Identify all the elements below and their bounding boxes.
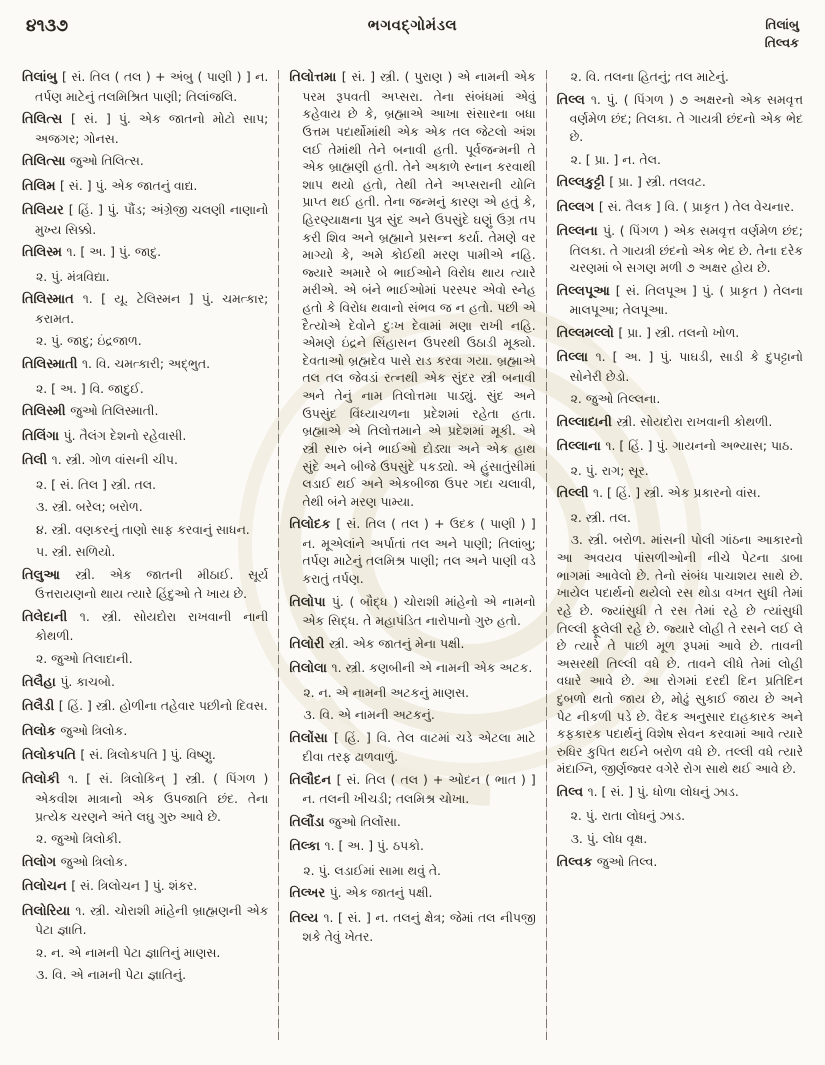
entry-headword: તિલોરિયા <box>22 903 76 919</box>
entry-headword: તિલ્લપૂઆ <box>556 283 616 299</box>
entry-headword: તિલ્લાના <box>556 439 606 455</box>
entry-headword: તિલિંગા <box>22 428 64 444</box>
entry-headword: તિલોચન <box>22 879 72 895</box>
dictionary-sense: ૨. પું. જાદુ; ઇંદ્રજાળ. <box>36 333 142 349</box>
dictionary-entry: તિલુઆ સ્ત્રી. એક જાતની મીઠાઈ. સૂર્ય ઉત્તરાયણનો થાય ત્યારે હિંદુઓ તે ખાય છે. <box>22 566 269 602</box>
entry-headword: તિલોરી <box>289 636 329 652</box>
dictionary-entry: તિલેદાની ૧. સ્ત્રી. સોયદોરા રાખવાની નાની કોથળી. <box>22 609 269 644</box>
column-3 <box>557 68 803 1058</box>
dictionary-entry: તિલિસ્મી જુઓ તિલિસ્માતી. <box>22 403 159 420</box>
dictionary-entry: તિલિંગા પું. તૈલંગ દેશનો રહેવાસી. <box>22 427 187 444</box>
page-header <box>0 0 825 52</box>
entry-headword: તિલેદાની <box>22 610 80 625</box>
dictionary-entry: તિલૌદન [ સં. તિલ ( તલ ) + ઓદન ( ભાત ) ] ન. તલની ખીચડી; તલમિશ્ર ચોખા. <box>289 771 536 807</box>
dictionary-sense: ૩. વિ. એ નામની અટકનું. <box>303 707 435 723</box>
dictionary-sense: ૨. [ સં. તિલ ] સ્ત્રી. તલ. <box>36 476 157 492</box>
dictionary-sense: ૨. [ પ્રા. ] ન. તેલ. <box>570 151 661 167</box>
entry-headword: તિલ્ખર <box>289 886 330 902</box>
entry-headword: તિલ્લગ <box>556 199 599 215</box>
dictionary-entry: તિલોત્તમા [ સં. ] સ્ત્રી. ( પુરાણ ) એ નામની એક પરમ રૂપવતી અપ્સરા. તેના સંબંધમાં એવું કહેવાય છે કે, બ્રહ્માએ આખા સંસારના બધા ઉત્તમ પદાર્થોમાંથી એક એક તલ જેટલો અંશ લઈ તેમાંથી તેને બનાવી હતી. પૂર્વજન્મની તે એક બ્રાહ્મણી હતી. તેને અકાળે સ્નાન કરવાથી શાપ થયો હતો, તેથી તેને અપ્સરાની યોનિ પ્રાપ્ત થઈ હતી. તેના જન્મનું કારણ એ હતું કે, હિરણ્યાક્ષના પુત્ર સુંદ અને ઉપસુંદે ઘણું ઉગ્ર તપ કરી શિવ અને બ્રહ્માને પ્રસન્ન કર્યા. તેમણે વર માગ્યો કે, અમે કોઈથી મરણ પામીએ નહિ. જ્યારે અમારે બે ભાઈઓને વિરોધ થાય ત્યારે મરીએ. એ બંને ભાઈઓમાં પરસ્પર એવો સ્નેહ હતો કે વિરોધ થવાનો સંભવ જ ન હતો. પછી એ દૈત્યોએ દેવોને દુઃખ દેવામાં મણા રાખી નહિ. એમણે ઇંદ્રને સિંહાસન ઉપરથી ઉઠાડી મૂક્યો. દેવતાઓ બ્રહ્મદેવ પાસે રાડ કરવા ગયા. બ્રહ્માએ તલ તલ જેવડાં રત્નથી એક સુંદર સ્ત્રી બનાવી અને તેનું નામ તિલોત્તમા પાડ્યું. સુંદ અને ઉપસુંદ વિંધ્યાચળના પ્રદેશમાં રહેતા હતા. બ્રહ્માએ એ તિલોત્તમાને એ પ્રદેશમાં મૂકી. એ સ્ત્રી સારુ બંને ભાઈઓ દોડ્યા અને એક હાથ સુંદે અને બીજે ઉપસુંદે પકડ્યો. એ હુંસાતુંસીમાં લડાઈ થઈ અને એકબીજા ઉપર ગદા ચલાવી, તેથી બંને મરણ પામ્યા. <box>289 69 536 509</box>
dictionary-entry: તિલ્વક જુઓ તિલ્વ. <box>556 853 658 870</box>
dictionary-sense: ૨. ન. એ નામની પેટા જ્ઞાતિનું માણસ. <box>36 944 221 960</box>
entry-headword: તિલ્લમલ્લો <box>556 325 619 341</box>
entry-headword: તિલિમ <box>22 178 61 194</box>
dictionary-sense: ૩. સ્ત્રી. બરોળ. માંસની પોલી ગાંઠના આકારનો આ અવયવ પાંસળીઓની નીચે પેટના ડાબા ભાગમાં આવેલો છે. તેનો સંબંધ પાચાશય સાથે છે. ખાયેલ પદાર્થનો થયેલો રસ થોડા વખત સુધી તેમાં રહે છે. જ્યાંસુધી તે રસ તેમાં રહે છે ત્યાંસુધી તિલ્લી ફૂલેલી રહે છે. જ્યારે લોહી તે રસને લઈ લે છે ત્યારે તે પાછી મૂળ રૂપમાં આવે છે. તાવની અસરથી તિલ્લી વધે છે. તાવને લીધે તેમાં લોહી વધારે આવે છે. આ રોગમાં દરદી દિન પ્રતિદિન દુબળો થતો જાય છે, મોઢું સુકાઈ જાય છે અને પેટ નીકળી પડે છે. વૈદક અનુસાર દાહકારક અને કફકારક પદાર્થનું વિશેષ સેવન કરવામાં આવે ત્યારે રુધિર કુપિત થઈને બરોળ વધે છે. તલ્લી વધે ત્યારે મંદાગ્નિ, જીર્ણજ્વર વગેરે રોગ સાથે થઈ આવે છે. <box>556 532 803 777</box>
dictionary-entry: તિલોક જુઓ ત્રિલોક. <box>22 722 128 739</box>
dictionary-entry: તિલિસ્માત ૧. [ યૂ. ટેલિસ્મન ] પું. ચમત્કાર; કરામત. <box>22 291 269 326</box>
dictionary-sense: ૨. વિ. તલના હિતનું; તલ માટેનું. <box>570 69 729 85</box>
dictionary-entry: તિલ્લી ૧. [ હિં. ] સ્ત્રી. એક પ્રકારનો વાંસ. <box>556 485 761 502</box>
dictionary-entry: તિલી ૧. સ્ત્રી. ગોળ વાંસની ચીપ. <box>22 452 178 469</box>
dictionary-entry: તિલોંસા [ હિં. ] વિ. તેલ વાટમાં ચડે એટલા માટે દીવા તરફ ઢાળવાળું. <box>289 729 536 765</box>
guide-word-last: તિલ્વક <box>764 35 799 51</box>
dictionary-sense: ૨. ન. એ નામની અટકનું માણસ. <box>303 684 470 700</box>
entry-headword: તિલિસ્માત <box>22 292 83 308</box>
entry-headword: તિલાંબુ <box>22 70 63 86</box>
dictionary-entry: તિલૈડી [ હિં. ] સ્ત્રી. હોળીના તહેવાર પછીનો દિવસ. <box>22 698 268 715</box>
dictionary-entry: તિલિસ્મ ૧. [ અ. ] પું. જાદુ. <box>22 244 162 261</box>
dictionary-sense: ૨. સ્ત્રી. તલ. <box>570 509 631 525</box>
entry-headword: તિલૈડી <box>22 699 59 715</box>
entry-headword: તિલોંસા <box>289 730 335 746</box>
entry-headword: તિલિસ્મી <box>22 404 71 420</box>
page-number: ૪૧૩૭ <box>26 16 69 36</box>
dictionary-entry: તિલિત્સા જુઓ તિલિત્સ. <box>22 153 144 170</box>
entry-headword: તિલ્ય <box>289 910 324 926</box>
entry-headword: તિલ્વ <box>556 785 588 801</box>
entry-headword: તિલિત્સ <box>22 112 71 128</box>
dictionary-sense: ૨. પું. રાતા લોધનું ઝાડ. <box>570 808 686 824</box>
dictionary-entry: તિલ્લમલ્લો [ પ્રા. ] સ્ત્રી. તલનો ખોળ. <box>556 324 740 341</box>
entry-headword: તિલૈહા <box>22 674 61 690</box>
dictionary-entry: તિલ્લા ૧. [ અ. ] પું. પાઘડી, સાડી કે દુપટ્ટાનો સોનેરી છેડો. <box>556 349 803 384</box>
dictionary-entry: તિલોરી સ્ત્રી. એક જાતનું મેના પક્ષી. <box>289 635 465 652</box>
entry-headword: તિલુઆ <box>22 567 76 583</box>
dictionary-entry: તિલોરિયા ૧. સ્ત્રી. ચોરાશી માંહેની બ્રાહ્મણની એક પેટા જ્ઞાતિ. <box>22 902 269 938</box>
dictionary-entry: તિલ્લપૂઆ [ સં. તિલપૂઅ ] પું. ( પ્રાકૃત ) તેલના માલપૂઆ; તેલપૂઆ. <box>556 282 803 318</box>
dictionary-sense: ૨. જુઓ ત્રિલોકી. <box>36 831 122 847</box>
dictionary-entry: તિલોલા ૧. સ્ત્રી. કણબીની એ નામની એક અટક. <box>289 660 533 677</box>
entry-headword: તિલ્લ <box>556 92 591 108</box>
dictionary-entry: તિલ્ય ૧. [ સં. ] ન. તલનું ક્ષેત્ર; જેમાં તલ નીપજી શકે તેવું ખેતર. <box>289 909 536 945</box>
dictionary-entry: તિલાંબુ [ સં. તિલ ( તલ ) + અંબુ ( પાણી ) ] ન. તર્પણ માટેનું તલમિશ્રિત પાણી; તિલાંજલિ. <box>22 69 269 104</box>
dictionary-sense: ૫. સ્ત્રી. સળિયો. <box>36 544 116 560</box>
dictionary-sense: ૩. સ્ત્રી. બરેલ; બરોળ. <box>36 499 143 515</box>
column-1 <box>22 68 268 1058</box>
dictionary-sense: ૨. પું. લડાઈમાં સામા થવું તે. <box>303 862 441 878</box>
entry-headword: તિલી <box>22 453 52 469</box>
book-title: ભગવદ્ગોમંડલ <box>367 16 458 34</box>
dictionary-entry: તિલિસ્માતી ૧. વિ. ચમત્કારી; અદ્ભુત. <box>22 356 211 373</box>
column-rule-2 <box>546 70 547 1040</box>
text-columns <box>0 68 825 1058</box>
dictionary-entry: તિલ્કા ૧. [ અ. ] પું. ઠપકો. <box>289 838 424 855</box>
entry-headword: તિલોપા <box>289 594 332 610</box>
dictionary-sense: ૨. પું. રાગ; સૂર. <box>570 462 649 478</box>
dictionary-entry: તિલોપા પું. ( બૌદ્ધ ) ચોરાશી માંહેનો એ નામનો એક સિદ્ધ. તે મહાપંડિત નારોપાનો ગુરુ હતો. <box>289 593 536 629</box>
entry-headword: તિલોકપતિ <box>22 748 81 764</box>
dictionary-entry: તિલોકી ૧. [ સં. ત્રિલોકિન્ ] સ્ત્રી. ( પિંગળ ) એકવીશ માત્રાનો એક ઉપજાતિ છંદ. તેના પ્રત્યેક ચરણને અંતે લઘુ ગુરુ આવે છે. <box>22 771 269 824</box>
column-rule-1 <box>278 70 279 1040</box>
dictionary-entry: તિલ્લકુટ્ટી [ પ્રા. ] સ્ત્રી. તલવટ. <box>556 174 706 191</box>
dictionary-entry: તિલોકપતિ [ સં. ત્રિલોકપતિ ] પું. વિષ્ણુ. <box>22 747 216 764</box>
entry-headword: તિલોદક <box>289 517 337 533</box>
entry-headword: તિલ્લી <box>556 486 594 502</box>
entry-headword: તિલ્લાદાની <box>556 414 617 430</box>
entry-headword: તિલૌંડા <box>289 814 329 830</box>
entry-headword: તિલોકી <box>22 772 69 788</box>
dictionary-sense: ૩. પું. લોધ વૃક્ષ. <box>570 831 648 847</box>
dictionary-entry: તિલ્લ ૧. પું. ( પિંગળ ) ૭ અક્ષરનો એક સમવૃત્ત વર્ણમેળ છંદ; તિલકા. તે ગાયત્રી છંદનો એક ભેદ છે. <box>556 91 803 144</box>
entry-headword: તિલૌદન <box>289 772 337 788</box>
dictionary-entry: તિલ્લાદાની સ્ત્રી. સોયદોરા રાખવાની કોથળી. <box>556 413 773 430</box>
dictionary-sense: ૪. સ્ત્રી. વણકરનું તાણો સાફ કરવાનું સાધન. <box>36 521 250 537</box>
dictionary-entry: તિલૈહા પું. કાચબો. <box>22 673 115 690</box>
dictionary-entry: તિલ્લાના ૧. [ હિં. ] પું. ગાયનનો અભ્યાસ; પાઠ. <box>556 438 794 455</box>
column-2 <box>289 68 535 1058</box>
entry-headword: તિલ્વક <box>556 854 597 870</box>
entry-headword: તિલિત્સા <box>22 154 70 170</box>
dictionary-entry: તિલૌંડા જુઓ તિલોંસા. <box>289 813 401 830</box>
dictionary-sense: ૨. પું. મંત્રવિદ્યા. <box>36 268 110 284</box>
entry-headword: તિલોત્તમા <box>289 70 342 86</box>
entry-headword: તિલ્લના <box>556 224 604 240</box>
entry-headword: તિલોક <box>22 723 61 739</box>
dictionary-entry: તિલ્વ ૧. [ સં. ] પું. ધોળા લોધનું ઝાડ. <box>556 784 739 801</box>
dictionary-sense: ૨. જુઓ તિલાદાની. <box>36 651 133 667</box>
guide-word-first: તિલાંબુ <box>765 17 799 32</box>
entry-headword: તિલિસ્મ <box>22 245 67 261</box>
dictionary-sense: ૨. [ અ. ] વિ. જાદુઈ. <box>36 380 144 396</box>
dictionary-entry: તિલ્લના પું. ( પિંગળ ) એક સમવૃત્ત વર્ણમેળ છંદ; તિલકા. તે ગાયત્રી છંદનો એક ભેદ છે. તેના દરેક ચરણમાં બે સગણ મળી ૭ અક્ષર હોય છે. <box>556 223 803 276</box>
entry-headword: તિલ્કા <box>289 839 325 855</box>
entry-headword: તિલ્લા <box>556 350 596 366</box>
dictionary-entry: તિલોચન [ સં. ત્રિલોચન ] પું. શંકર. <box>22 878 198 895</box>
dictionary-sense: ૨. જુઓ તિલ્લના. <box>570 391 661 407</box>
dictionary-sense: ૩. વિ. એ નામની પેટા જ્ઞાતિનું. <box>36 967 187 983</box>
dictionary-entry: તિલ્ખર પું. એક જાતનું પક્ષી. <box>289 885 433 902</box>
entry-headword: તિલિસ્માતી <box>22 357 82 373</box>
dictionary-entry: તિલોગ જુઓ ત્રિલોક. <box>22 853 128 870</box>
dictionary-entry: તિલોદક [ સં. તિલ ( તલ ) + ઉદક ( પાણી ) ] ન. મૂએલાંને અર્પાતાં તલ અને પાણી; તિલાંબુ; તર્પણ માટેનું તલમિશ્ર પાણી; તલ અને પાણી વડે કરાતું તર્પણ. <box>289 516 536 586</box>
entry-headword: તિલિયર <box>22 203 69 219</box>
dictionary-entry: તિલ્લગ [ સં. તૈલક ] વિ. ( પ્રાકૃત ) તેલ વેચનાર. <box>556 198 795 215</box>
dictionary-entry: તિલિયર [ હિં. ] પું. પૌંડ; અંગ્રેજી ચલણી નાણાનો મુખ્ય સિક્કો. <box>22 202 269 237</box>
entry-headword: તિલોલા <box>289 661 332 677</box>
guide-words <box>679 16 799 52</box>
entry-headword: તિલ્લકુટ્ટી <box>556 175 610 191</box>
dictionary-entry: તિલિત્સ [ સં. ] પું. એક જાતનો મોટો સાપ; અજગર; ગોનસ. <box>22 111 269 146</box>
dictionary-entry: તિલિમ [ સં. ] પું. એક જાતનું વાદ્ય. <box>22 177 198 194</box>
entry-headword: તિલોગ <box>22 854 61 870</box>
